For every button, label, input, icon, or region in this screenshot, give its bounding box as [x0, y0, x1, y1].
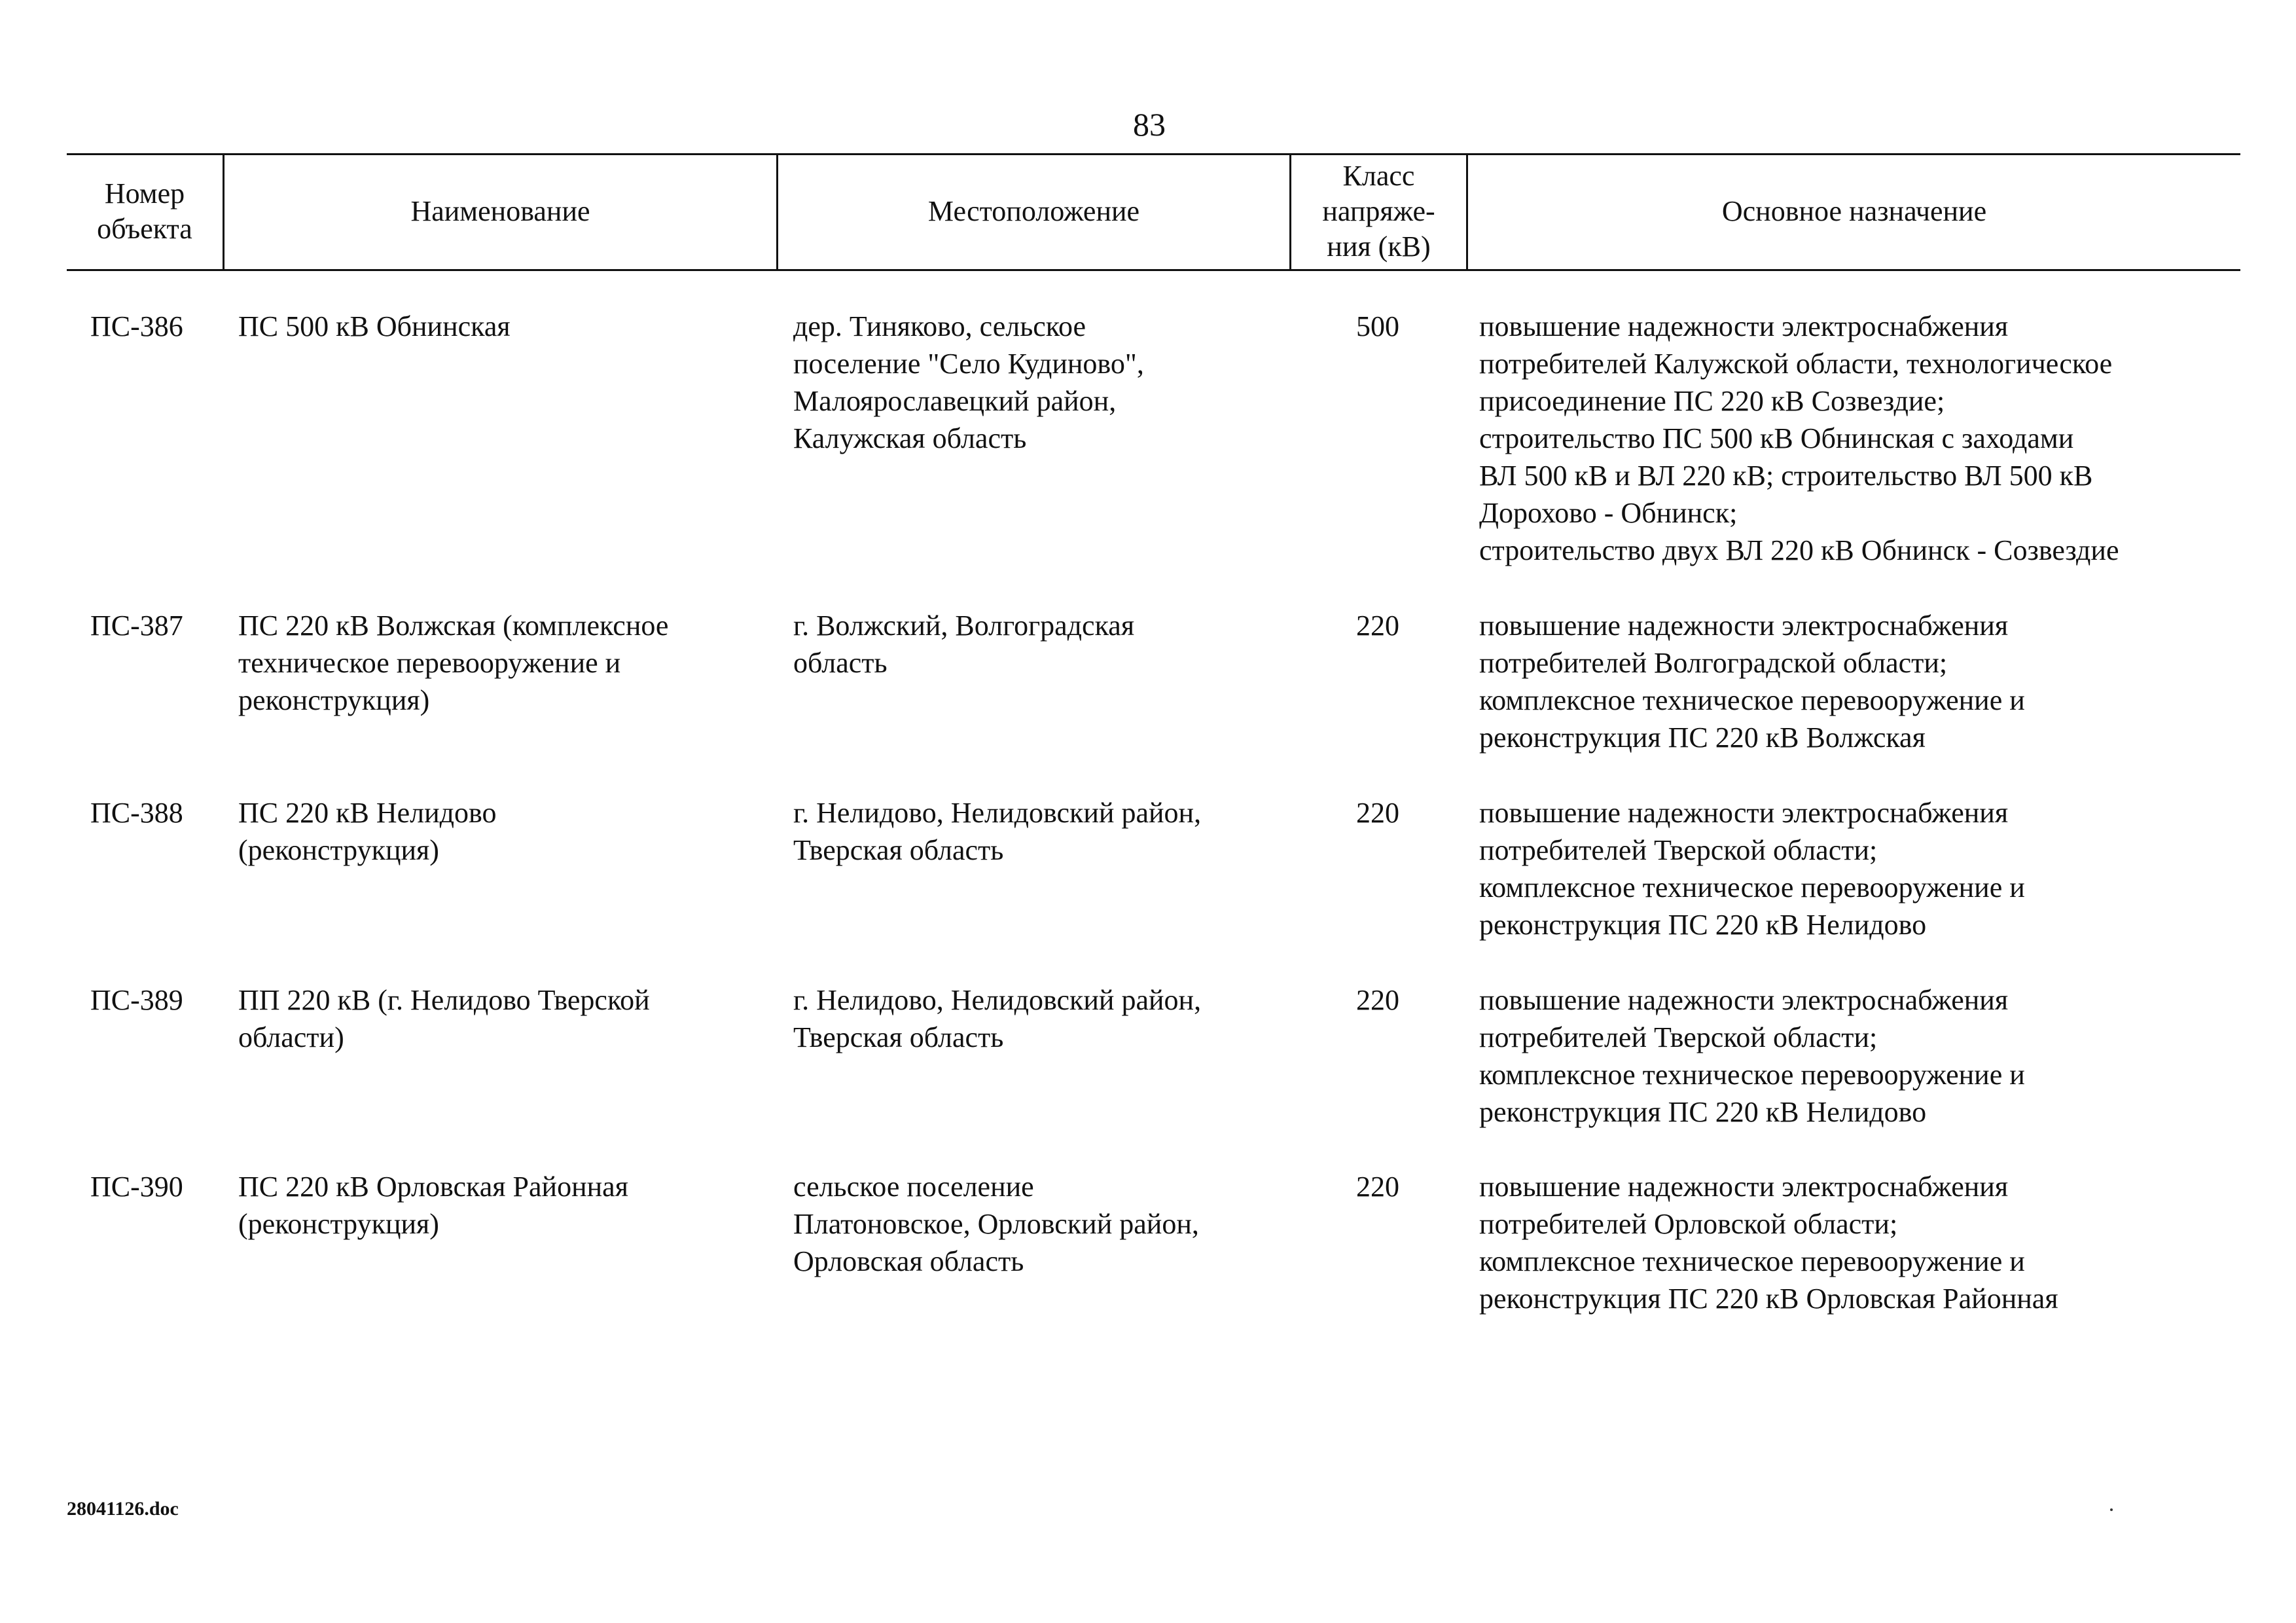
header-voltage: Класс напряже- ния (кВ) [1322, 160, 1435, 263]
header-name: Наименование [410, 195, 590, 227]
object-purpose: повышение надежности электроснабжения потребителей Волгоградской области; комплексное техническое перевооружение и реконструкция ПС 220 кВ Волжская [1479, 610, 2025, 754]
footer-filename: 28041126.doc [67, 1498, 179, 1520]
object-location: сельское поселение Платоновское, Орловский район, Орловская область [793, 1171, 1199, 1277]
header-number: Номер объекта [97, 177, 192, 245]
object-name: ПП 220 кВ (г. Нелидово Тверской области) [238, 984, 650, 1053]
object-number: ПС-389 [90, 984, 183, 1016]
object-purpose: повышение надежности электроснабжения потребителей Тверской области; комплексное техническое перевооружение и реконструкция ПС 220 кВ Нелидово [1479, 984, 2025, 1128]
object-voltage: 500 [1356, 310, 1399, 342]
header-bottom-rule [67, 269, 2240, 271]
header-purpose: Основное назначение [1721, 195, 1987, 227]
object-voltage: 220 [1356, 610, 1399, 642]
object-name: ПС 220 кВ Орловская Районная (реконструкция) [238, 1171, 628, 1240]
object-location: дер. Тиняково, сельское поселение "Село Кудиново", Малоярославецкий район, Калужская область [793, 310, 1144, 454]
object-location: г. Нелидово, Нелидовский район, Тверская область [793, 797, 1202, 866]
object-location: г. Нелидово, Нелидовский район, Тверская область [793, 984, 1202, 1053]
object-number: ПС-387 [90, 610, 183, 642]
object-location: г. Волжский, Волгоградская область [793, 610, 1135, 679]
object-number: ПС-388 [90, 797, 183, 829]
footer-mark [2110, 1508, 2113, 1511]
object-name: ПС 220 кВ Нелидово (реконструкция) [238, 797, 497, 866]
object-voltage: 220 [1356, 984, 1399, 1016]
object-number: ПС-386 [90, 310, 183, 342]
header-location: Местоположение [927, 195, 1140, 227]
object-name: ПС 500 кВ Обнинская [238, 310, 511, 342]
object-voltage: 220 [1356, 797, 1399, 829]
object-purpose: повышение надежности электроснабжения потребителей Калужской области, технологическое присоединение ПС 220 кВ Созвездие; строительство ПС 500 кВ Обнинская с заходами ВЛ 500 кВ и ВЛ 220 кВ; строительство ВЛ 500 кВ Дорохово - Обнинск; строительство двух ВЛ 220 кВ Обнинск - Созвездие [1479, 310, 2119, 566]
object-number: ПС-390 [90, 1171, 183, 1203]
object-purpose: повышение надежности электроснабжения потребителей Орловской области; комплексное техническое перевооружение и реконструкция ПС 220 кВ Орловская Районная [1479, 1171, 2058, 1315]
object-name: ПС 220 кВ Волжская (комплексное техническое перевооружение и реконструкция) [238, 610, 669, 716]
object-purpose: повышение надежности электроснабжения потребителей Тверской области; комплексное техническое перевооружение и реконструкция ПС 220 кВ Нелидово [1479, 797, 2025, 941]
page-number: 83 [1133, 106, 1166, 143]
object-voltage: 220 [1356, 1171, 1399, 1203]
